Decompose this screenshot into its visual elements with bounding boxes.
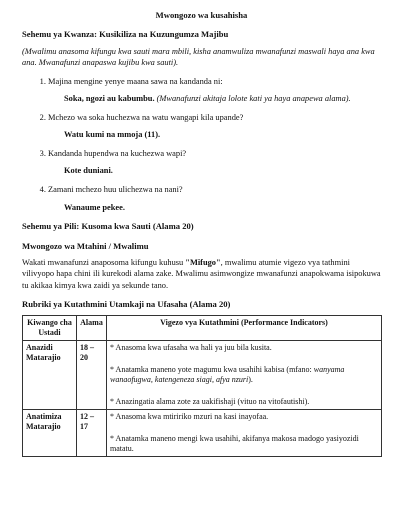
teacher-text-start: Wakati mwanafunzi anaposoma kifungu kuhusu [22, 258, 186, 268]
answer-value: Soka, ngozi au kabumbu. [64, 93, 155, 103]
score-cell: 18 – 20 [77, 340, 107, 409]
answer-text [64, 202, 381, 213]
answer-value: Watu kumi na mmoja (11). [64, 130, 161, 140]
header-criteria: Vigezo vya Kutathmini (Performance Indicators) [107, 315, 382, 340]
question-item [48, 76, 381, 104]
table-row [23, 340, 382, 409]
criterion: * Anatamka maneno mengi kwa usahihi, akifanya makosa madogo yasiyozidi matatu. [110, 433, 359, 453]
question-text: Zamani mchezo huu ulichezwa na nani? [48, 185, 183, 195]
level-cell: Anatimiza Matarajio [23, 409, 77, 456]
answer-text [64, 93, 381, 104]
criteria-cell [107, 340, 382, 409]
header-level: Kiwango cha Ustadi [23, 315, 77, 340]
criterion: * Anasoma kwa mtiririko mzuri na kasi inayofaa. [110, 411, 269, 421]
teacher-instructions [22, 257, 381, 290]
criterion: * Anasoma kwa ufasaha wa hali ya juu bila kusita. [110, 342, 272, 352]
criterion-text: * Anatamka maneno yote magumu kwa usahihi kabisa (mfano: [110, 364, 314, 374]
question-text: Majina mengine yenye maana sawa na kandanda ni: [48, 76, 223, 86]
level-cell: Anazidi Matarajio [23, 340, 77, 409]
answer-text [64, 165, 381, 176]
answer-note: (Mwanafunzi akitaja lolote kati ya haya anapewa alama). [156, 93, 351, 103]
criteria-cell [107, 409, 382, 456]
rubric-table [22, 315, 382, 457]
header-score: Alama [77, 315, 107, 340]
section1-intro: (Mwalimu anasoma kifungu kwa sauti mara mbili, kisha anamwuliza mwanafunzi maswali haya ana kwa ana. Mwanafunzi anapaswa kujibu kwa sauti). [22, 46, 375, 67]
question-text: Kandanda hupendwa na kuchezwa wapi? [48, 149, 187, 159]
rubric-header-row [23, 315, 382, 340]
answer-text [64, 129, 381, 140]
rubric-heading: Rubriki ya Kutathmini Utamkaji na Ufasaha (Alama 20) [22, 298, 231, 309]
answer-value: Kote duniani. [64, 166, 113, 176]
criterion-examples: wanyama wanaofugwa, katengeneza siagi, afya nzuri [110, 364, 345, 384]
question-item [48, 184, 381, 212]
section1-heading: Sehemu ya Kwanza: Kusikiliza na Kuzungumza Majibu [22, 29, 229, 40]
teacher-text-topic: "Mifugo" [185, 258, 221, 268]
teacher-heading: Mwongozo wa Mtahini / Mwalimu [22, 240, 149, 251]
table-row [23, 409, 382, 456]
question-item [48, 112, 381, 140]
answer-value: Wanaume pekee. [64, 202, 125, 212]
criterion: * Anazingatia alama zote za uakifishaji (vituo na vitofautishi). [110, 396, 310, 406]
section2-heading: Sehemu ya Pili: Kusoma kwa Sauti (Alama 20) [22, 220, 194, 231]
question-list [22, 76, 381, 213]
score-cell: 12 – 17 [77, 409, 107, 456]
question-text: Mchezo wa soka huchezwa na watu wangapi kila upande? [48, 113, 244, 123]
criterion-text-end: ). [248, 374, 253, 384]
question-item [48, 148, 381, 176]
document-title: Mwongozo wa kusahisha [155, 10, 248, 20]
criterion [110, 365, 378, 385]
teacher-text-end: , mwalimu atumie vigezo vya tathmini vilivyopo hapa chini ili kurekodi alama zake. Mwalimu asimwongize mwanafunzi anapokwama isipokuwa tu akikaa kimya kwa zaidi ya sekunde tano. [22, 258, 381, 290]
